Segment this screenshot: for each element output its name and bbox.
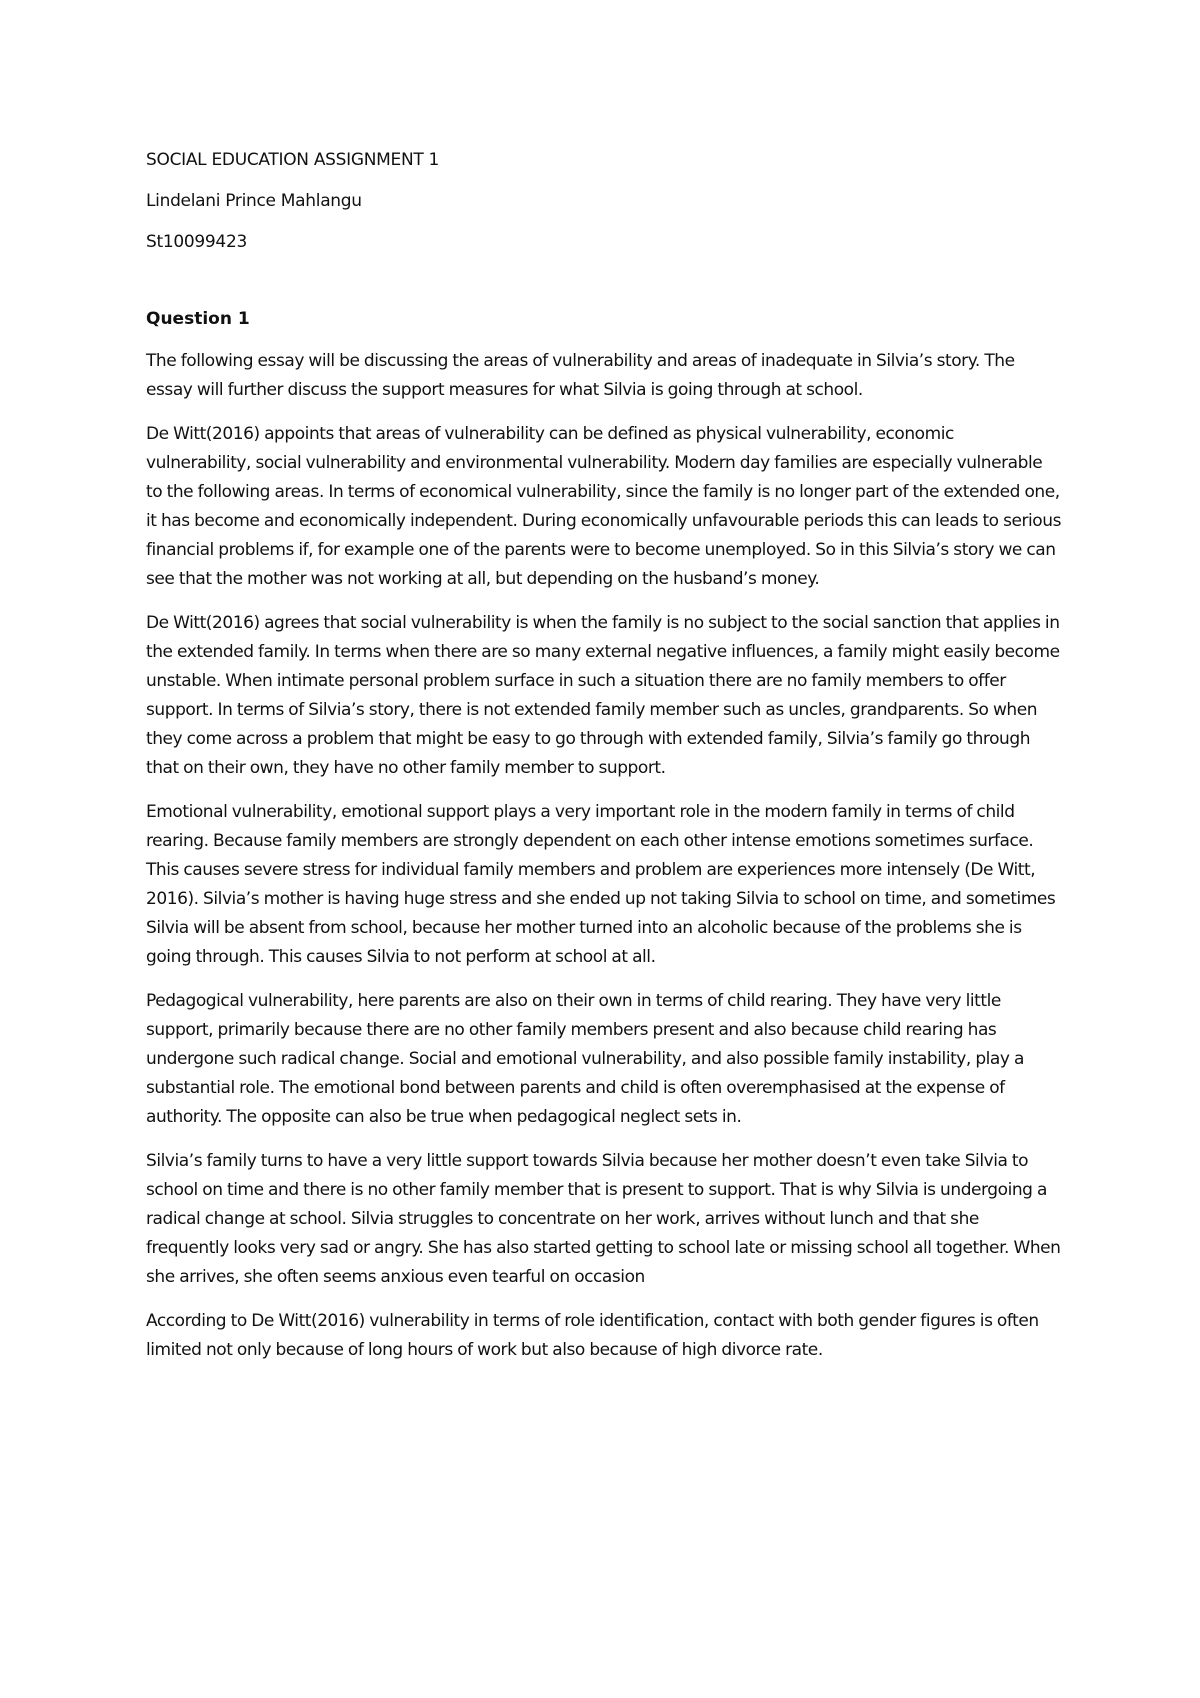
paragraph-economic-vulnerability: De Witt(2016) appoints that areas of vulnerability can be defined as physical vulnerability, economic vulnerability, social vulnerability and environmental vulnerability. Modern day families are especially vulnerable to the following areas. In terms of economical vulnerability, since the family is no longer part of the extended one, it has become and economically independent. During economically unfavourable periods this can leads to serious financial problems if, for example one of the parents were to become unemployed. So in this Silvia’s story we can see that the mother was not working at all, but depending on the husband’s money.	[146, 424, 1061, 589]
paragraph-silvia-family-support: Silvia’s family turns to have a very little support towards Silvia because her mother doesn’t even take Silvia to school on time and there is no other family member that is present to support. That is why Silvia is undergoing a radical change at school. Silvia struggles to concentrate on her work, arrives without lunch and that she frequently looks very sad or angry. She has also started getting to school late or missing school all together. When she arrives, she often seems anxious even tearful on occasion	[146, 1151, 1061, 1287]
paragraph-role-identification: According to De Witt(2016) vulnerability in terms of role identification, contact with both gender figures is often limited not only because of long hours of work but also because of high divorce rate.	[146, 1311, 1039, 1360]
paragraph-pedagogical-vulnerability: Pedagogical vulnerability, here parents are also on their own in terms of child rearing. They have very little support, primarily because there are no other family members present and also because child rearing has undergone such radical change. Social and emotional vulnerability, and also possible family instability, play a substantial role. The emotional bond between parents and child is often overemphasised at the expense of authority. The opposite can also be true when pedagogical neglect sets in.	[146, 991, 1024, 1127]
document-body	[146, 146, 1061, 1380]
student-number: St10099423	[146, 232, 247, 252]
question-heading: Question 1	[146, 309, 250, 329]
assignment-title: SOCIAL EDUCATION ASSIGNMENT 1	[146, 150, 440, 170]
paragraph-emotional-vulnerability: Emotional vulnerability, emotional support plays a very important role in the modern family in terms of child rearing. Because family members are strongly dependent on each other intense emotions sometimes surface. This causes severe stress for individual family members and problem are experiences more intensely (De Witt, 2016). Silvia’s mother is having huge stress and she ended up not taking Silvia to school on time, and sometimes Silvia will be absent from school, because her mother turned into an alcoholic because of the problems she is going through. This causes Silvia to not perform at school at all.	[146, 802, 1056, 967]
author-name: Lindelani Prince Mahlangu	[146, 191, 362, 211]
paragraph-social-vulnerability: De Witt(2016) agrees that social vulnerability is when the family is no subject to the social sanction that applies in the extended family. In terms when there are so many external negative influences, a family might easily become unstable. When intimate personal problem surface in such a situation there are no family members to offer support. In terms of Silvia’s story, there is not extended family member such as uncles, grandparents. So when they come across a problem that might be easy to go through with extended family, Silvia’s family go through that on their own, they have no other family member to support.	[146, 613, 1060, 778]
header-spacer	[146, 269, 1061, 305]
paragraph-intro: The following essay will be discussing the areas of vulnerability and areas of inadequate in Silvia’s story. The essay will further discuss the support measures for what Silvia is going through at school.	[146, 351, 1015, 400]
